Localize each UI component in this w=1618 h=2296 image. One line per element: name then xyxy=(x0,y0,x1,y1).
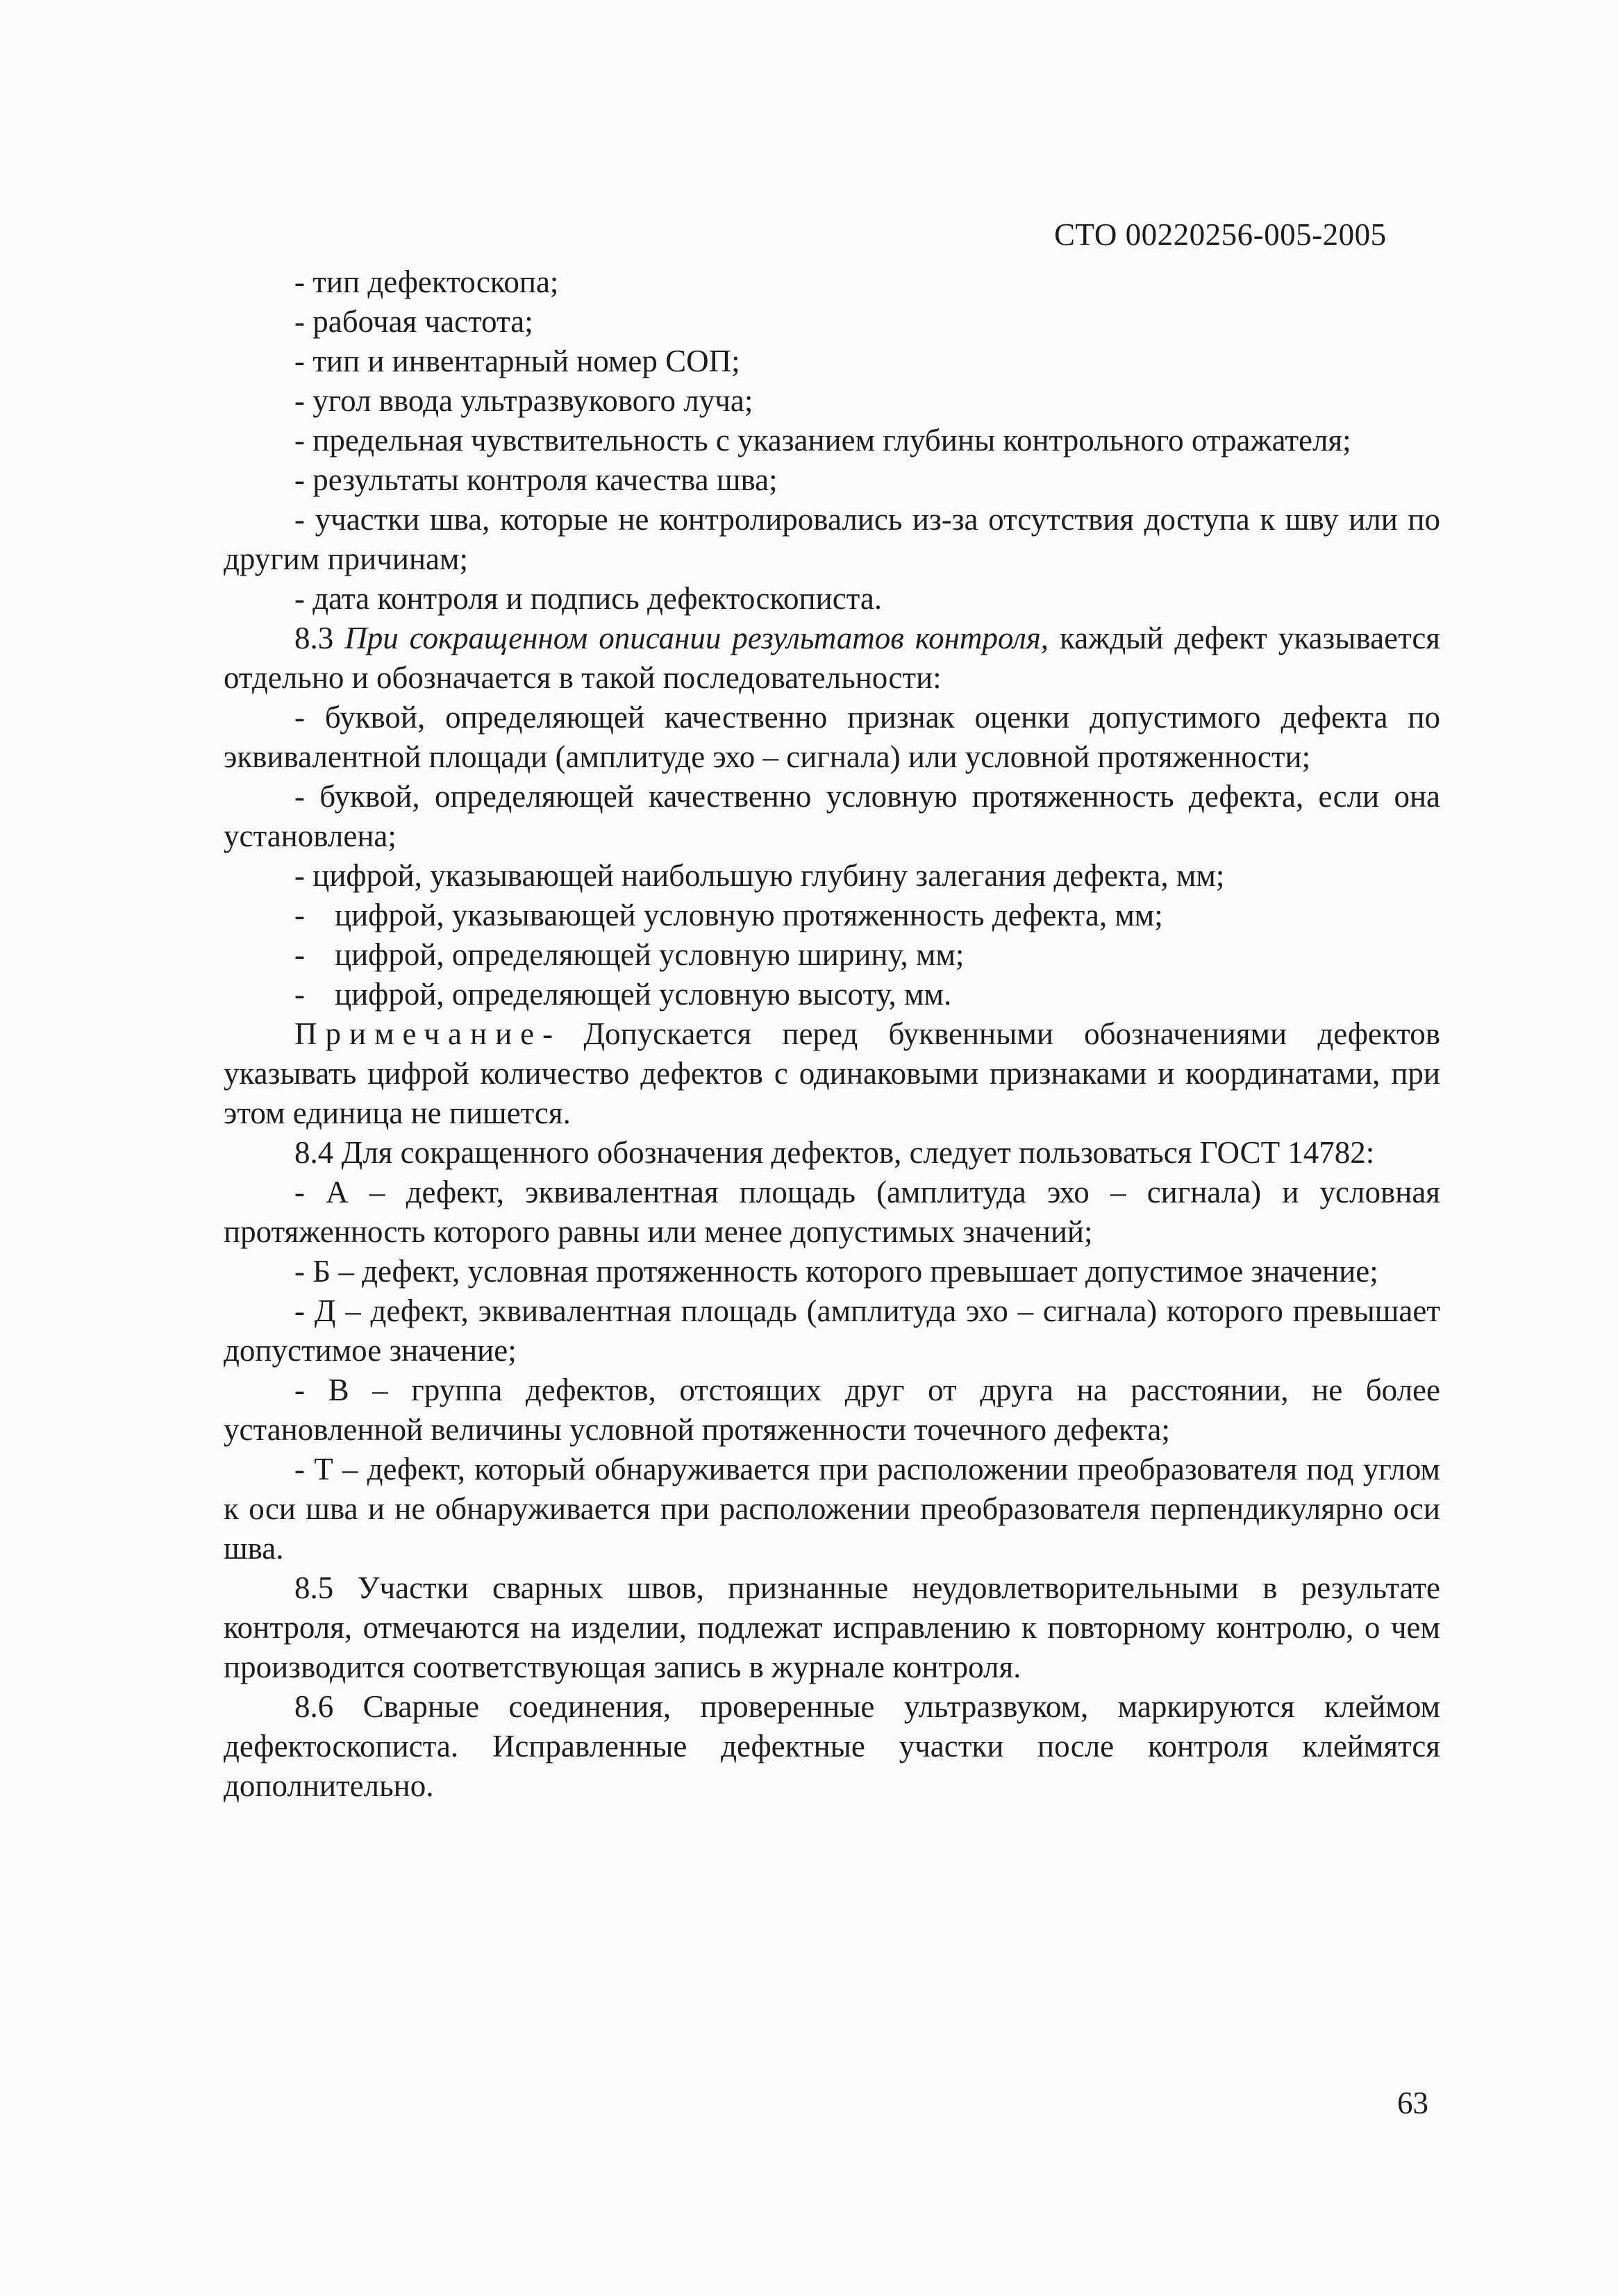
list-dash: - xyxy=(294,977,305,1012)
list-item: - Д – дефект, эквивалентная площадь (амплитуда эхо – сигнала) которого превышает допустимое значение; xyxy=(224,1293,1440,1368)
page-number: 63 xyxy=(1397,2086,1428,2120)
list-item: - буквой, определяющей качественно условную протяженность дефекта, если она установлена; xyxy=(224,779,1440,853)
list-item xyxy=(224,935,1440,975)
list-item: - цифрой, указывающей наибольшую глубину залегания дефекта, мм; xyxy=(294,858,1225,893)
document-code: СТО 00220256-005-2005 xyxy=(1054,217,1387,252)
list-item: - А – дефект, эквивалентная площадь (амплитуда эхо – сигнала) и условная протяженность которого равны или менее допустимых значений; xyxy=(224,1175,1440,1249)
list-item: - результаты контроля качества шва; xyxy=(294,462,778,497)
note-text: - Допускается перед буквенными обозначениями дефектов указывать цифрой количество дефектов с одинаковыми признаками и координатами, при этом единица не пишется. xyxy=(224,1016,1440,1130)
report-fields-list xyxy=(224,262,1440,619)
paragraph-8-3 xyxy=(224,619,1440,698)
list-item: - Т – дефект, который обнаруживается при расположении преобразователя под углом к оси шва и не обнаруживается при расположении преобразователя перпендикулярно оси шва. xyxy=(224,1452,1440,1566)
clause-italic-text: При сокращенном описании результатов контроля, xyxy=(344,621,1049,655)
list-item xyxy=(224,896,1440,935)
list-item: - тип дефектоскопа; xyxy=(294,265,559,299)
list-item: - тип и инвентарный номер СОП; xyxy=(294,344,740,378)
page-body xyxy=(224,262,1440,1806)
list-item-text: цифрой, указывающей условную протяженность дефекта, мм; xyxy=(335,898,1163,932)
note-label: Примечание xyxy=(294,1016,543,1051)
defect-codes-list xyxy=(224,1173,1440,1568)
list-item: - рабочая частота; xyxy=(294,304,533,339)
list-item: - угол ввода ультразвукового луча; xyxy=(294,383,753,418)
list-dash: - xyxy=(294,937,305,972)
list-item: - Б – дефект, условная протяженность которого превышает допустимое значение; xyxy=(294,1254,1378,1289)
paragraph-8-6: 8.6 Сварные соединения, проверенные ультразвуком, маркируются клеймом дефектоскописта. Исправленные дефектные участки после контроля клеймятся дополнительно. xyxy=(224,1689,1440,1803)
list-item: - дата контроля и подпись дефектоскописта. xyxy=(294,581,883,616)
paragraph-8-4: 8.4 Для сокращенного обозначения дефектов, следует пользоваться ГОСТ 14782: xyxy=(294,1135,1375,1170)
clause-text: каждый дефект указывается отдельно и обозначается в такой последовательности: xyxy=(224,621,1441,695)
note-paragraph xyxy=(224,1014,1440,1133)
clause-number: 8.3 xyxy=(294,621,334,655)
list-item-text: цифрой, определяющей условную высоту, мм. xyxy=(335,977,952,1012)
designation-order-list xyxy=(224,698,1440,1014)
list-item xyxy=(224,975,1440,1014)
list-item: - буквой, определяющей качественно признак оценки допустимого дефекта по эквивалентной площади (амплитуде эхо – сигнала) или условной протяженности; xyxy=(224,700,1440,774)
list-item: - предельная чувствительность с указанием глубины контрольного отражателя; xyxy=(294,423,1351,458)
list-item: - участки шва, которые не контролировались из-за отсутствия доступа к шву или по другим причинам; xyxy=(224,502,1440,576)
list-dash: - xyxy=(294,898,305,932)
list-item: - В – группа дефектов, отстоящих друг от друга на расстоянии, не более установленной величины условной протяженности точечного дефекта; xyxy=(224,1373,1440,1447)
list-item-text: цифрой, определяющей условную ширину, мм; xyxy=(335,937,965,972)
paragraph-8-5: 8.5 Участки сварных швов, признанные неудовлетворительными в результате контроля, отмечаются на изделии, подлежат исправлению к повторному контролю, о чем производится соответствующая запись в журнале контроля. xyxy=(224,1570,1440,1684)
